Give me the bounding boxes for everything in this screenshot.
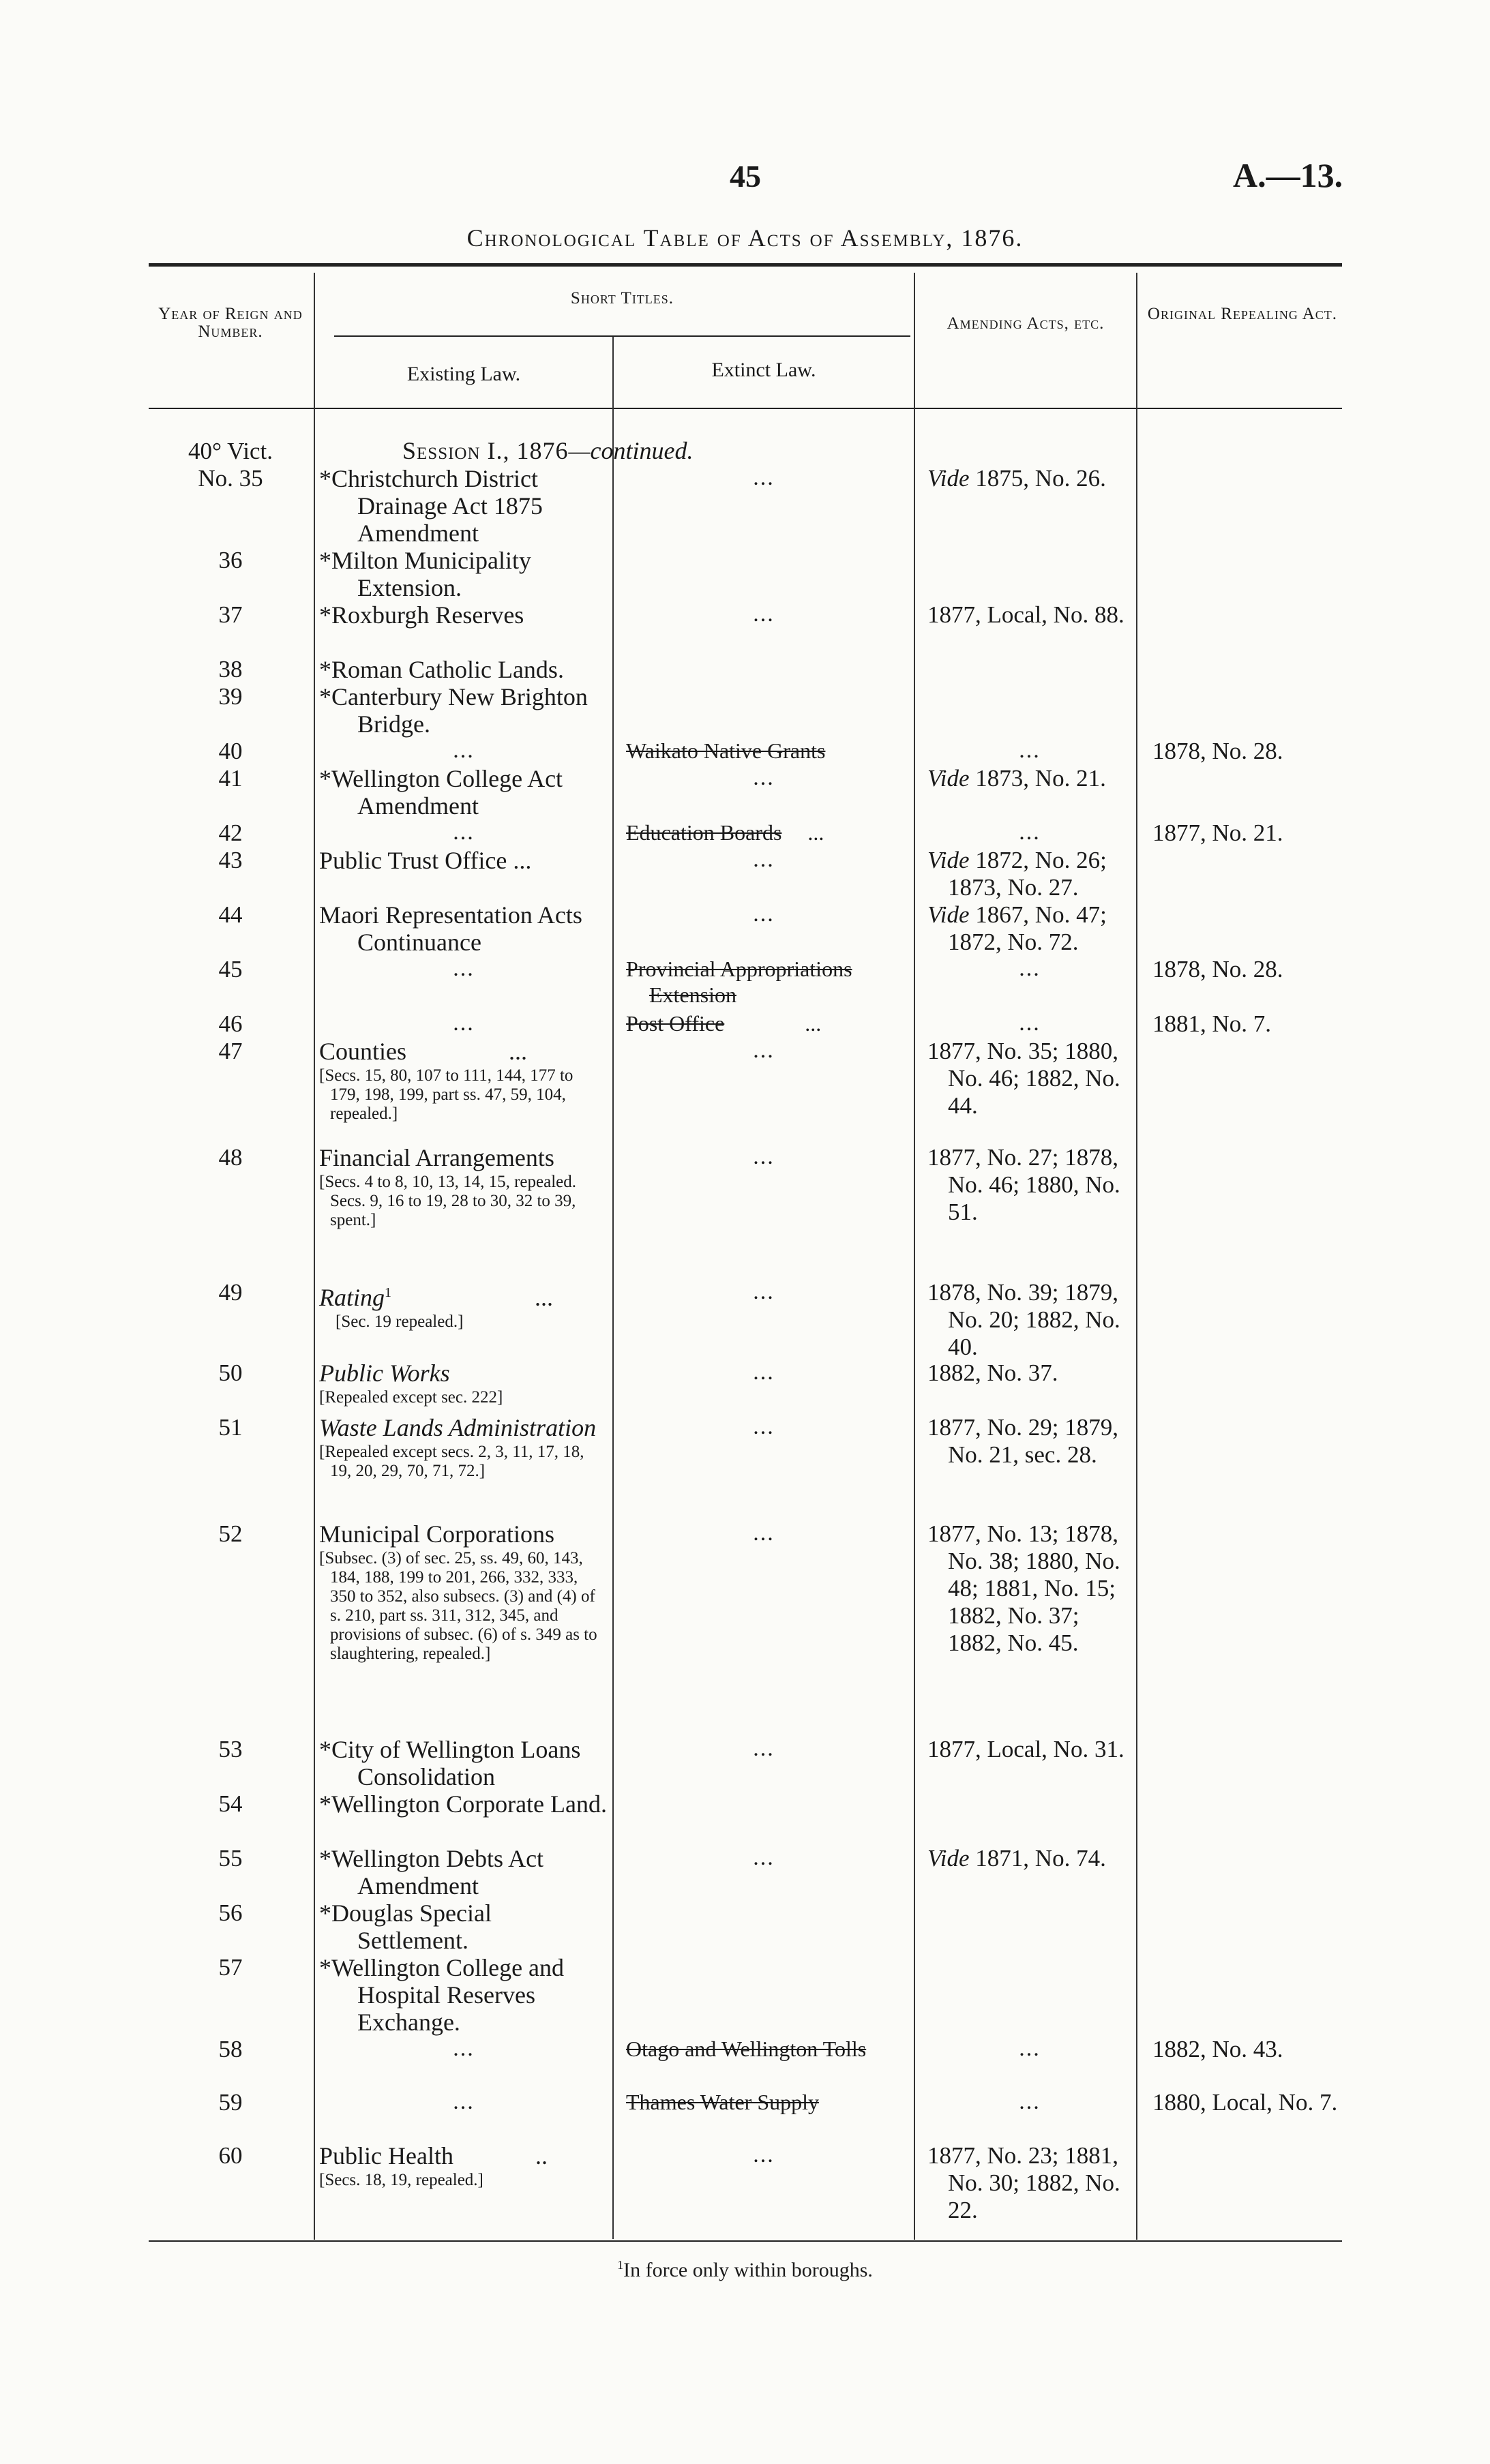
existing-law-note: [Subsec. (3) of sec. 25, ss. 49, 60, 143, 184, 188, 199 to 201, 266, 332, 333, 350 to 352, also subsecs. (3) and (4) of s. 210, part ss. 311, 312, 345, and provisions of subsec. (6) of s. 349 as to slaughtering, repealed.] <box>319 1549 597 1663</box>
header-bottom-rule <box>149 408 1342 409</box>
existing-law-title: *Christchurch District Drainage Act 1875 Amendment <box>319 465 543 547</box>
extinct-law-title: Thames Water Supply <box>626 2090 819 2114</box>
table-caption: Chronological Table of Acts of Assembly, 1876. <box>466 224 1024 252</box>
amending-acts: 1875, No. 26. <box>975 465 1106 492</box>
act-number: 46 <box>218 1010 243 1037</box>
amending-ellipsis: ... <box>1019 820 1041 845</box>
existing-law-note: [Repealed except sec. 222] <box>319 1388 503 1407</box>
act-number: 41 <box>218 765 243 792</box>
act-number: 52 <box>218 1520 243 1547</box>
act-number: 47 <box>218 1038 243 1064</box>
existing-ellipsis: ... <box>453 956 475 981</box>
extinct-law-title: Education Boards <box>626 820 782 845</box>
act-number: 59 <box>218 2089 243 2116</box>
header-short-titles: Short Titles. <box>570 289 674 307</box>
extinct-ellipsis: ... <box>753 1279 775 1304</box>
existing-law-note: [Sec. 19 repealed.] <box>336 1312 464 1331</box>
session-suffix: —continued. <box>568 437 694 464</box>
act-number: 39 <box>218 683 243 710</box>
session-heading <box>402 436 694 465</box>
existing-law-title: Financial Arrangements <box>319 1144 554 1171</box>
footnote-number: 1 <box>617 2258 624 2272</box>
act-number: 53 <box>218 1736 243 1762</box>
vide-prefix: Vide <box>927 847 970 873</box>
existing-law-title: Municipal Corporations <box>319 1520 554 1548</box>
leader-ellipsis: ... <box>513 847 532 874</box>
extinct-ellipsis: ... <box>753 601 775 627</box>
existing-ellipsis: ... <box>453 738 475 763</box>
repealing-act: 1881, No. 7. <box>1152 1010 1272 1037</box>
repealing-act: 1880, Local, No. 7. <box>1152 2089 1338 2116</box>
extinct-law-title: Provincial Appropriations Extension <box>626 957 852 1007</box>
footnote-marker: 1 <box>385 1285 391 1300</box>
amending-acts: 1877, Local, No. 88. <box>927 601 1124 628</box>
footnote <box>0 2258 1490 2282</box>
extinct-ellipsis: ... <box>753 1144 775 1169</box>
existing-law-title: *Roxburgh Reserves <box>319 601 524 629</box>
existing-law-title: Counties <box>319 1038 407 1065</box>
existing-law-title: *City of Wellington Loans Consolidation <box>319 1736 581 1790</box>
amending-acts: 1873, No. 21. <box>975 765 1106 792</box>
amending-acts: 1877, No. 35; 1880, No. 46; 1882, No. 44. <box>927 1038 1120 1119</box>
existing-law-note: [Secs. 15, 80, 107 to 111, 144, 177 to 179, 198, 199, part ss. 47, 59, 104, repealed.] <box>319 1066 573 1123</box>
existing-law-title: Public Health <box>319 2142 453 2169</box>
act-number: 57 <box>218 1954 243 1981</box>
amending-ellipsis: ... <box>1019 956 1041 981</box>
repealing-act: 1882, No. 43. <box>1152 2036 1283 2062</box>
extinct-ellipsis: ... <box>753 1520 775 1546</box>
extinct-ellipsis: ... <box>753 1359 775 1385</box>
column-divider <box>1136 273 1137 2240</box>
extinct-ellipsis: ... <box>753 1038 775 1063</box>
vide-prefix: Vide <box>927 901 970 928</box>
header-existing-law: Existing Law. <box>406 363 521 385</box>
repealing-act: 1878, No. 28. <box>1152 956 1283 982</box>
amending-acts: 1878, No. 39; 1879, No. 20; 1882, No. 40. <box>927 1279 1120 1360</box>
session-label: Session I., 1876 <box>402 437 569 464</box>
existing-law-title: *Wellington College and Hospital Reserves Exchange. <box>319 1954 565 2036</box>
amending-acts: 1882, No. 37. <box>927 1359 1058 1386</box>
header-original-repealing: Original Repealing Act. <box>1147 305 1338 323</box>
act-number: 50 <box>218 1359 243 1386</box>
act-number: 55 <box>218 1845 243 1872</box>
paper-reference: A.—13. <box>1233 156 1343 194</box>
column-divider <box>314 273 315 2240</box>
extinct-ellipsis: ... <box>753 901 775 927</box>
amending-acts: 1867, No. 47; 1872, No. 72. <box>948 901 1107 955</box>
existing-law-title: *Roman Catholic Lands. <box>319 656 564 683</box>
existing-law-title: Public Trust Office <box>319 847 507 874</box>
act-number: 58 <box>218 2036 243 2062</box>
amending-acts: 1877, No. 27; 1878, No. 46; 1880, No. 51. <box>927 1144 1120 1225</box>
footnote-text: In force only within boroughs. <box>623 2259 873 2281</box>
table-top-rule <box>149 263 1342 267</box>
column-divider <box>914 273 915 2240</box>
amending-ellipsis: ... <box>1019 2089 1041 2114</box>
reign-label: 40° Vict. <box>188 438 273 464</box>
extinct-law-title: Otago and Wellington Tolls <box>626 2037 867 2061</box>
header-amending-acts: Amending Acts, etc. <box>947 314 1105 333</box>
extinct-ellipsis: ... <box>753 465 775 490</box>
repealing-act: 1878, No. 28. <box>1152 738 1283 764</box>
header-year-reign: Year of Reign and Number. <box>158 305 303 341</box>
header-extinct-law: Extinct Law. <box>711 359 816 381</box>
extinct-ellipsis: ... <box>753 765 775 790</box>
existing-ellipsis: ... <box>453 2036 475 2061</box>
act-number: 44 <box>218 901 243 928</box>
act-number: 49 <box>218 1279 243 1306</box>
table-bottom-rule <box>149 2240 1342 2242</box>
amending-acts: 1877, Local, No. 31. <box>927 1736 1124 1762</box>
existing-ellipsis: ... <box>453 2089 475 2114</box>
extinct-ellipsis: ... <box>753 1736 775 1761</box>
act-number: 54 <box>218 1790 243 1817</box>
vide-prefix: Vide <box>927 1845 970 1872</box>
leader-ellipsis: ... <box>509 1038 528 1065</box>
existing-law-note: [Secs. 4 to 8, 10, 13, 14, 15, repealed. Secs. 9, 16 to 19, 28 to 30, 32 to 39, spent.] <box>319 1173 577 1229</box>
amending-acts: 1872, No. 26; 1873, No. 27. <box>948 847 1107 901</box>
act-number: 45 <box>218 956 243 982</box>
act-number: No. 35 <box>198 465 263 492</box>
act-number: 48 <box>218 1144 243 1171</box>
existing-law-title: *Canterbury New Brighton Bridge. <box>319 683 588 738</box>
extinct-ellipsis: ... <box>753 1845 775 1870</box>
amending-acts: 1877, No. 13; 1878, No. 38; 1880, No. 48; 1881, No. 15; 1882, No. 37; 1882, No. 45. <box>927 1520 1120 1656</box>
extinct-ellipsis: ... <box>753 2142 775 2167</box>
act-number: 42 <box>218 820 243 846</box>
amending-acts: 1877, No. 23; 1881, No. 30; 1882, No. 22. <box>927 2142 1120 2223</box>
existing-law-title: Maori Representation Acts Continuance <box>319 901 582 956</box>
act-number: 38 <box>218 656 243 682</box>
existing-ellipsis: ... <box>453 820 475 845</box>
extinct-ellipsis: ... <box>753 847 775 872</box>
existing-law-title: *Milton Municipality Extension. <box>319 547 531 601</box>
extinct-trailing-ellipsis: ... <box>805 1011 822 1036</box>
existing-law-title: *Douglas Special Settlement. <box>319 1899 492 1954</box>
act-number: 40 <box>218 738 243 764</box>
extinct-law-title: Post Office <box>626 1011 725 1036</box>
amending-acts: 1877, No. 29; 1879, No. 21, sec. 28. <box>927 1414 1118 1468</box>
existing-ellipsis: ... <box>453 1010 475 1036</box>
existing-law-note: [Secs. 18, 19, repealed.] <box>319 2171 483 2189</box>
short-titles-subrule <box>334 335 910 337</box>
act-number: 43 <box>218 847 243 873</box>
existing-law-title: Public Works <box>319 1359 450 1387</box>
existing-law-title: Rating <box>319 1284 385 1311</box>
existing-law-title: Waste Lands Administration <box>319 1414 597 1441</box>
act-number: 51 <box>218 1414 243 1441</box>
extinct-law-title: Waikato Native Grants <box>626 738 826 763</box>
act-number: 60 <box>218 2142 243 2169</box>
amending-ellipsis: ... <box>1019 2036 1041 2061</box>
extinct-ellipsis: ... <box>753 1414 775 1439</box>
amending-acts: 1871, No. 74. <box>975 1845 1106 1872</box>
leader-ellipsis: ... <box>535 1284 553 1311</box>
repealing-act: 1877, No. 21. <box>1152 820 1283 846</box>
page-number: 45 <box>730 159 761 194</box>
act-number: 56 <box>218 1899 243 1926</box>
vide-prefix: Vide <box>927 465 970 492</box>
act-number: 37 <box>218 601 243 628</box>
amending-ellipsis: ... <box>1019 1010 1041 1036</box>
vide-prefix: Vide <box>927 765 970 792</box>
extinct-trailing-ellipsis: ... <box>807 820 824 845</box>
existing-law-title: *Wellington Debts Act Amendment <box>319 1845 544 1899</box>
existing-law-title: *Wellington College Act Amendment <box>319 765 563 820</box>
existing-law-note: [Repealed except secs. 2, 3, 11, 17, 18, 19, 20, 29, 70, 71, 72.] <box>319 1443 584 1480</box>
existing-law-title: *Wellington Corporate Land. <box>319 1790 607 1818</box>
amending-ellipsis: ... <box>1019 738 1041 763</box>
act-number: 36 <box>218 547 243 573</box>
column-divider <box>612 337 614 2239</box>
